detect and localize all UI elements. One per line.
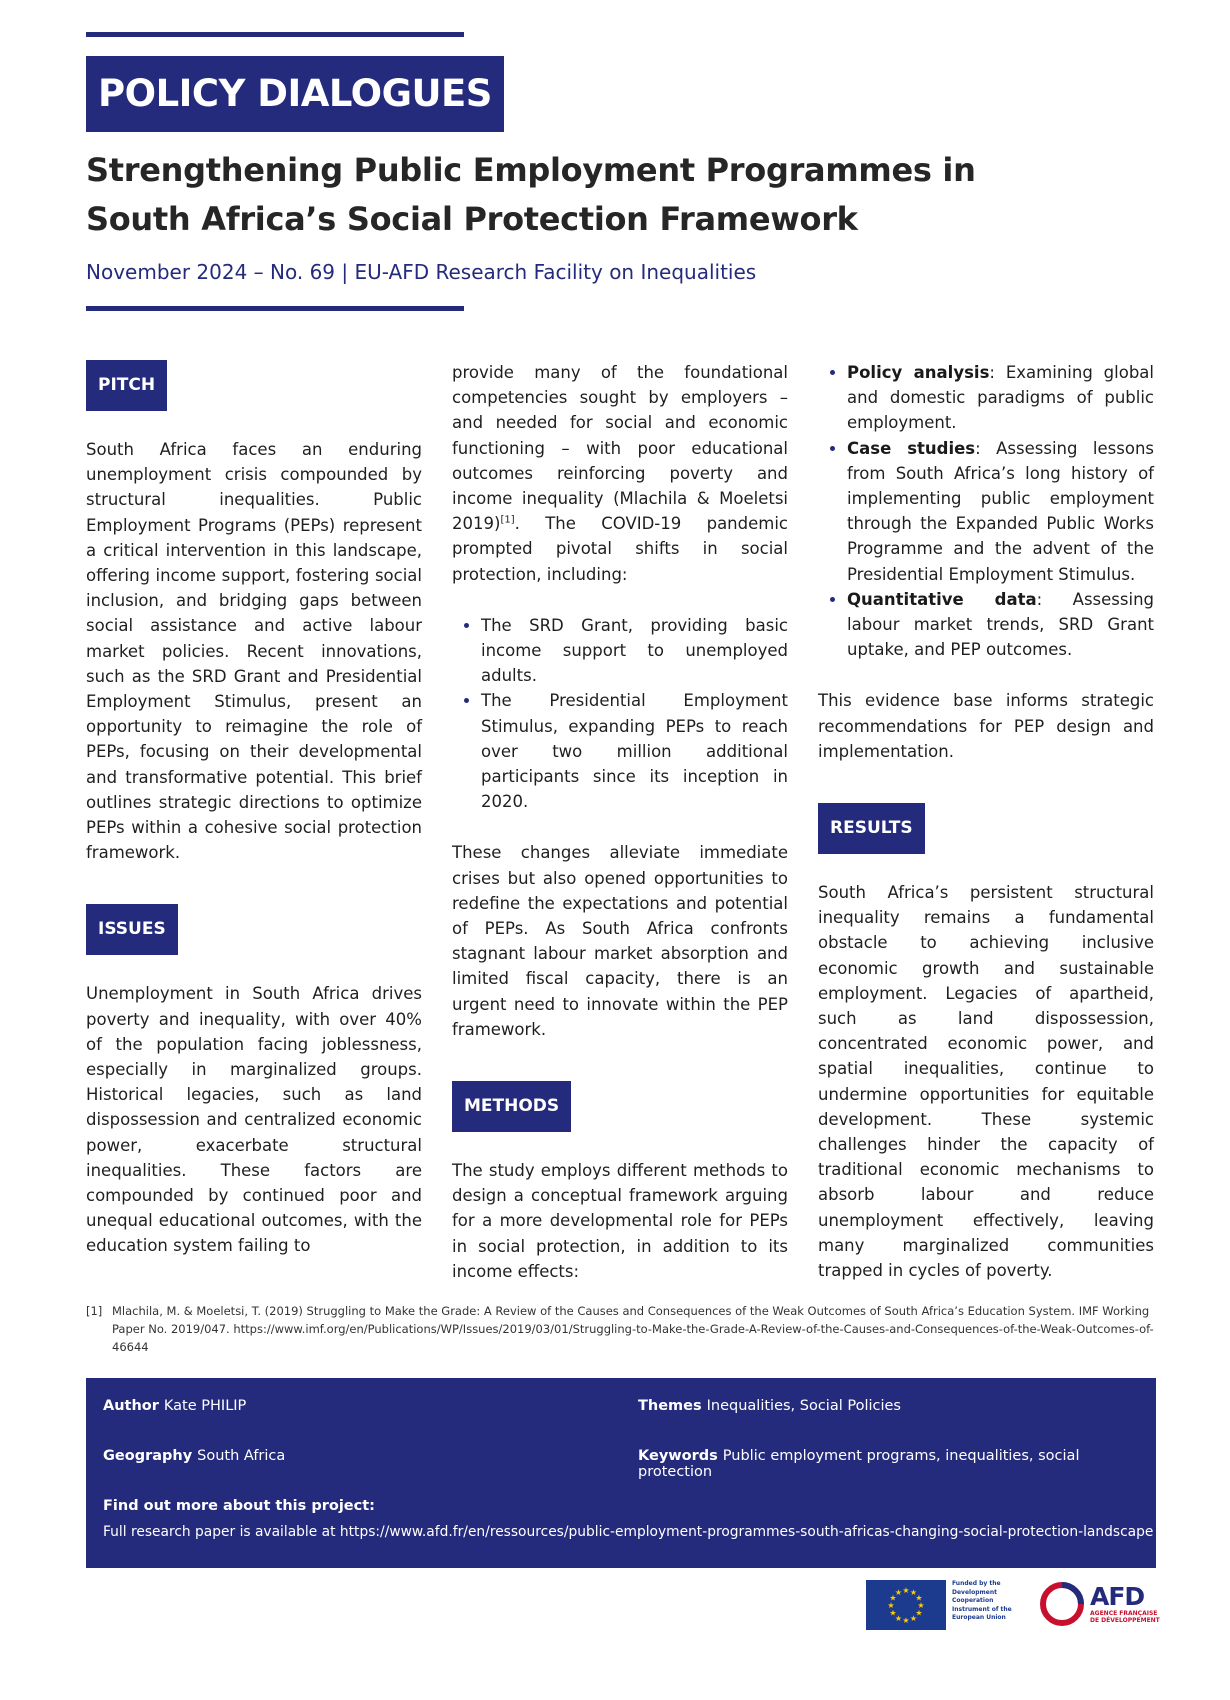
list-item [847,587,1154,663]
themes-value: Inequalities, Social Policies [706,1398,901,1414]
issue-subtitle: November 2024 – No. 69 | EU-AFD Research Facility on Inequalities [86,260,757,284]
column-3 [818,360,1154,1283]
author-value: Kate PHILIP [163,1398,247,1414]
column-1 [86,360,422,1259]
issues-continued-text: provide many of the foundational competencies sought by employers – and needed for social and economic functioning – with poor educational outcomes reinforcing poverty and income inequality (Mlachila & Moeletsi 2019) [452,363,788,534]
eu-star-icon: ★ [909,1613,918,1623]
afd-sub-1: AGENCE FRANÇAISE [1090,1610,1158,1617]
footnote-mark: [1] [86,1304,103,1318]
methods-closing: This evidence base informs strategic recommendations for PEP design and implementation. [818,691,1154,761]
keywords-row [638,1448,1156,1480]
issues-continued [452,360,788,587]
list-item: • The Presidential Employment Stimulus, expanding PEPs to reach over two million additional participants since its inception in 2020. [481,688,788,814]
list-item: • The SRD Grant, providing basic income support to unemployed adults. [481,613,788,689]
footnote-ref[interactable]: [1] [500,514,515,526]
list-item [847,360,1154,436]
eu-star-icon: ★ [889,1593,897,1603]
geography-row [103,1448,285,1464]
list-item [847,436,1154,587]
afd-wordmark [1090,1584,1160,1624]
method-text: : Assessing lessons from South Africa’s long history of implementing public employment through the Expanded Public Works Programme and the advent of the Presidential Employment Stimulus. [847,438,1155,584]
top-rule [86,32,464,37]
eu-star-icon: ★ [902,1616,910,1625]
column-2 [452,360,788,1284]
issues-continued-tail: . The COVID-19 pandemic prompted pivotal shifts in social protection, including: [452,514,788,584]
method-label: Case studies [847,438,976,458]
themes-row [638,1398,901,1414]
eu-star-icon: ★ [894,1613,903,1623]
header-bottom-rule [86,306,464,311]
eu-star-icon: ★ [917,1601,925,1610]
pitch-heading: PITCH [86,360,167,411]
eu-star-icon: ★ [915,1593,923,1603]
title-line-1: Strengthening Public Employment Programmes in [86,151,976,189]
results-heading: RESULTS [818,803,925,854]
full-paper-link[interactable]: Full research paper is available at https://www.afd.fr/en/ressources/public-employment-programmes-south-africas-changing-social-protection-landscape [103,1524,1154,1540]
author-row [103,1398,246,1414]
footnote [86,1302,1156,1356]
eu-funding-text: Funded by the Development Cooperation Instrument of the European Union [952,1580,1012,1621]
geography-value: South Africa [197,1448,286,1464]
eu-star-icon: ★ [894,1588,903,1598]
issues-bullet-list [452,613,788,815]
themes-label: Themes [638,1398,702,1414]
method-label: Policy analysis [847,363,990,382]
series-banner: POLICY DIALOGUES [86,56,504,132]
eu-star-icon: ★ [887,1601,895,1610]
pitch-text: South Africa faces an enduring unemployment crisis compounded by structural inequalities. Public Employment Programs (PEPs) represent a critical intervention in this landscape, offering income support, fostering social inclusion, and bridging gaps between social assistance and active labour market policies. Recent innovations, such as the SRD Grant and Presidential Employment Stimulus, present an opportunity to reimagine the role of PEPs, focusing on their developmental and transformative potential. This brief outlines strategic directions to optimize PEPs within a cohesive social protection framework. [86,440,422,863]
afd-sub-2: DE DÉVELOPPEMENT [1090,1617,1160,1624]
author-label: Author [103,1398,159,1414]
footnote-text[interactable]: Mlachila, M. & Moeletsi, T. (2019) Struggling to Make the Grade: A Review of the Causes and Consequences of the Weak Outcomes of South Africa’s Education System. IMF Working Paper No. 2019/047. https://www.imf.org/en/Publications/WP/Issues/2019/03/01/Struggling-to-Make-the-Grade-A-Review-of-the-Causes-and-Consequences-of-the-Weak-Outcomes-of-46644 [112,1304,1154,1354]
eu-flag-icon [866,1580,946,1630]
method-label: Quantitative data [847,589,1037,609]
eu-star-icon: ★ [915,1608,923,1618]
info-box [86,1378,1156,1568]
page-title [86,146,986,244]
find-out-more-heading: Find out more about this project: [103,1498,375,1514]
issues-text: Unemployment in South Africa drives poverty and inequality, with over 40% of the population facing joblessness, especially in marginalized groups. Historical legacies, such as land dispossession and centralized economic power, exacerbate structural inequalities. These factors are compounded by continued poor and unequal educational outcomes, with the education system failing to [86,984,422,1256]
eu-logo [866,1580,1012,1630]
keywords-value: Public employment programs, inequalities, social protection [638,1448,1080,1480]
methods-heading: METHODS [452,1081,571,1132]
methods-intro: The study employs different methods to design a conceptual framework arguing for a more developmental role for PEPs in social protection, in addition to its income effects: [452,1161,788,1281]
afd-name: AFD [1090,1582,1145,1611]
eu-star-icon: ★ [902,1586,910,1595]
issues-closing: These changes alleviate immediate crises but also opened opportunities to redefine the expectations and potential of PEPs. As South Africa confronts stagnant labour market absorption and limited fiscal capacity, there is an urgent need to innovate within the PEP framework. [452,843,788,1039]
methods-bullet-list [818,360,1154,662]
keywords-label: Keywords [638,1448,718,1464]
eu-star-icon: ★ [909,1588,918,1598]
title-line-2: South Africa’s Social Protection Framework [86,200,858,238]
afd-logo [1038,1580,1160,1628]
eu-star-icon: ★ [889,1608,897,1618]
afd-ring-icon [1038,1580,1086,1628]
geography-label: Geography [103,1448,193,1464]
method-text: : Examining global and domestic paradigms of public employment. [847,363,1154,433]
results-text: South Africa’s persistent structural inequality remains a fundamental obstacle to achieving inclusive economic growth and sustainable employment. Legacies of apartheid, such as land dispossession, concentrated economic power, and spatial inequalities, continue to undermine opportunities for equitable development. These systemic challenges hinder the capacity of traditional economic mechanisms to absorb labour and reduce unemployment effectively, leaving many marginalized communities trapped in cycles of poverty. [818,883,1154,1281]
issues-heading: ISSUES [86,904,178,955]
method-text: : Assessing labour market trends, SRD Grant uptake, and PEP outcomes. [847,589,1154,660]
